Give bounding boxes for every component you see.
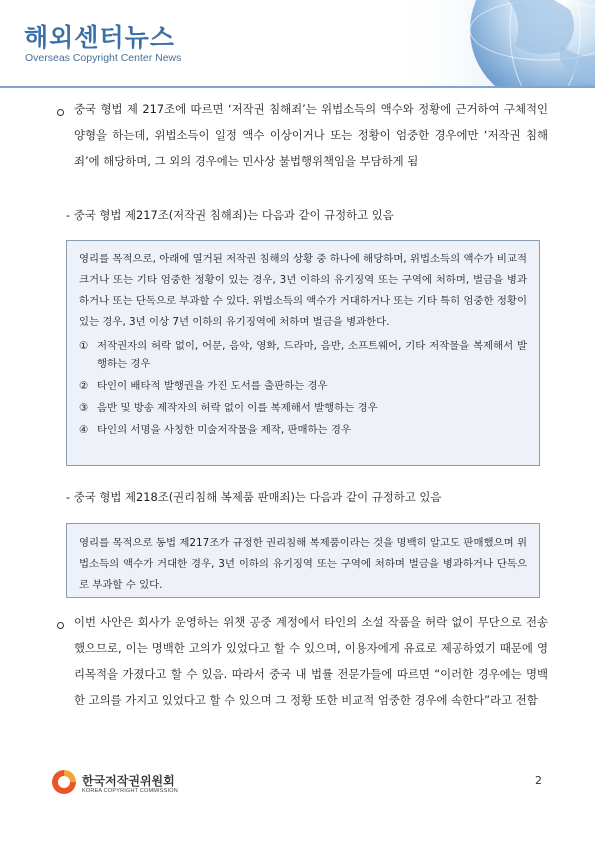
newsletter-subtitle: Overseas Copyright Center News (25, 52, 182, 64)
quote-text: 영리를 목적으로 동법 제217조가 규정한 권리침해 복제품이라는 것을 명백히 알고도 판매했으며 위법소득의 액수가 거대한 경우, 3년 이하의 유기징역 또는 구역에 처하며 벌금을 병과하거나 단독으로 부과할 수 있다. (79, 537, 527, 591)
list-item (79, 377, 527, 395)
quote-box-article-217 (66, 240, 540, 466)
org-name: 한국저작권위원회 (82, 774, 175, 788)
item-text: 음반 및 방송 제작자의 허락 없이 이를 복제해서 발행하는 경우 (97, 402, 378, 414)
item-number: ④ (79, 424, 89, 436)
list-item (79, 421, 527, 439)
item-text: 타인의 서명을 사칭한 미술저작물을 제작, 판매하는 경우 (97, 424, 351, 436)
item-number: ③ (79, 402, 89, 414)
list-item (79, 399, 527, 417)
item-text: 타인이 배타적 발행권을 가진 도서를 출판하는 경우 (97, 380, 328, 392)
quote-box-article-218 (66, 523, 540, 598)
sub-item-article-217: - 중국 형법 제217조(저작권 침해죄)는 다음과 같이 규정하고 있음 (66, 208, 394, 222)
kcc-logo-icon (50, 768, 78, 796)
paragraph-2: 이번 사안은 회사가 운영하는 위챗 공중 계정에서 타인의 소설 작품을 허락 없이 무단으로 전송했으므로, 이는 명백한 고의가 있었다고 할 수 있으며, 이용자에게 유료로 제공하였기 때문에 영리목적을 가졌다고 할 수 있음. 따라서 중국 내 법률 전문가들에 따르면 “이러한 경우에는 명백한 고의를 가지고 있었다고 할 수 있으며 그 정황 또한 비교적 엄중한 경우에 속한다”라고 전함 (74, 615, 548, 707)
newsletter-title: 해외센터뉴스 (24, 23, 175, 52)
globe-icon (395, 0, 595, 88)
item-number: ② (79, 380, 89, 392)
quote-text: 영리를 목적으로, 아래에 열거된 저작권 침해의 상황 중 하나에 해당하며, 위법소득의 액수가 비교적 크거나 또는 기타 엄중한 정황이 있는 경우, 3년 이하의 유기징역 또는 구역에 처하며, 벌금을 병과하거나 또는 단독으로 부과할 수 있다. 위법소득의 액수가 거대하거나 또는 기타 특히 엄중한 정황이 있는 경우, 3년 이상 7년 이하의 유기징역에 처하며 벌금을 병과한다. (79, 253, 527, 328)
bullet-circle-icon (57, 109, 64, 116)
page-header (0, 0, 595, 90)
list-item (79, 337, 527, 373)
org-name-english: KOREA COPYRIGHT COMMISSION (82, 788, 178, 794)
paragraph-1: 중국 형법 제 217조에 따르면 ‘저작권 침해죄’는 위법소득의 액수와 정황에 근거하여 구체적인 양형을 하는데, 위법소득이 일정 액수 이상이거나 또는 정황이 엄중한 경우에만 ‘저작권 침해죄’에 해당하며, 그 외의 경우에는 민사상 불법행위책임을 부담하게 됨 (74, 102, 548, 168)
header-divider (0, 86, 595, 88)
item-text: 저작권자의 허락 없이, 어문, 음악, 영화, 드라마, 음반, 소프트웨어, 기타 저작물을 복제해서 발행하는 경우 (97, 340, 527, 370)
item-number: ① (79, 340, 89, 352)
bullet-circle-icon (57, 622, 64, 629)
sub-item-article-218: - 중국 형법 제218조(권리침해 복제품 판매죄)는 다음과 같이 규정하고 있음 (66, 490, 442, 504)
page-number: 2 (535, 774, 542, 787)
